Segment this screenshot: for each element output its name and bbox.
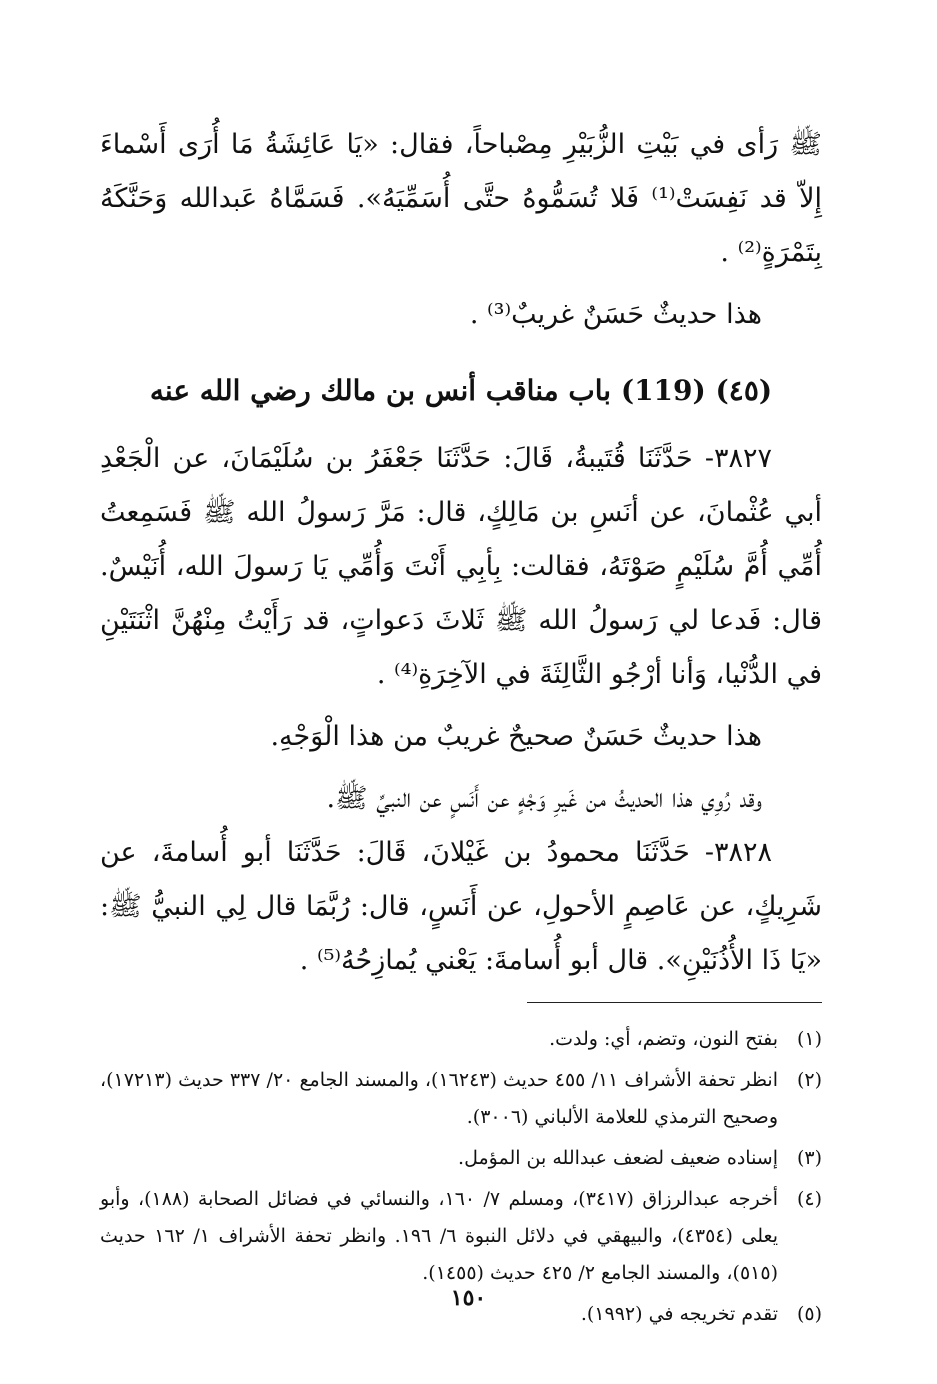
hadith-note: وقد رُوِي هذا الحديثُ من غَيرِ وَجْهٍ عن أَنَسٍ عن النبيِّ ﷺ. bbox=[326, 783, 762, 814]
footnote bbox=[100, 1181, 822, 1292]
page-body bbox=[100, 118, 822, 1337]
hadith-3828: ٣٨٢٨- حَدَّثَنَا محمودُ بن غَيْلانَ، قَالَ: حَدَّثَنَا أبو أُسامةَ، عن شَرِيكٍ، عن عَاصِمٍ الأحولِ، عن أَنَسٍ، قال: رُبَّمَا قال لِي النبيُّ ﷺ: «يَا ذَا الأُذُنَيْنِ». قال أبو أُسامةَ: يَعْني يُمازِحُهُ⁽⁵⁾ . bbox=[100, 837, 822, 976]
footnote-number: (٣) bbox=[796, 1147, 822, 1169]
hadith-grade: هذا حديثٌ حَسَنٌ صحيحٌ غريبٌ من هذا الْوَجْهِ. bbox=[270, 721, 762, 752]
footnote-text: إسناده ضعيف لضعف عبدالله بن المؤمل. bbox=[458, 1147, 778, 1169]
footnote bbox=[100, 1140, 822, 1177]
hadith-3827: ٣٨٢٧- حَدَّثَنَا قُتَيبةُ، قَالَ: حَدَّثَنَا جَعْفَرُ بن سُلَيْمَانَ، عن الْجَعْدِ أبي عُثْمانَ، عن أنَسِ بن مَالِكٍ، قال: مَرَّ رَسولُ الله ﷺ فَسَمِعتُ أُمِّي أُمَّ سُلَيْمٍ صَوْتَهُ، فقالت: بِأبِي أَنْتَ وَأُمِّي يَا رَسولَ الله، أُنَيْسٌ. قال: فَدعا لي رَسولُ الله ﷺ ثَلاثَ دَعواتٍ، قد رَأَيْتُ مِنْهُنَّ اثْنَتَيْنِ في الدُّنْيا، وَأنا أرْجُو الثَّالِثَةَ في الآخِرَةِ⁽⁴⁾ . bbox=[100, 443, 822, 690]
intro-paragraph: ﷺ رَأى في بَيْتِ الزُّبَيْرِ مِصْباحاً، فقال: «يَا عَائِشَةُ مَا أُرَى أَسْماءَ إِلاّ قد نَفِسَتْ⁽¹⁾ فَلا تُسَمُّوهُ حتَّى أُسَمِّيَهُ». فَسَمَّاهُ عَبدالله وَحَنَّكَهُ بِتَمْرَةٍ⁽²⁾ . bbox=[100, 129, 822, 268]
footnote-number: (١) bbox=[796, 1028, 822, 1050]
footnote bbox=[100, 1021, 822, 1058]
footnote-number: (٤) bbox=[796, 1188, 822, 1210]
footnote-text: تقدم تخريجه في (١٩٩٢). bbox=[580, 1303, 778, 1325]
footnote bbox=[100, 1062, 822, 1136]
footnote-number: (٥) bbox=[796, 1303, 822, 1325]
footnote-text: بفتح النون، وتضم، أي: ولدت. bbox=[549, 1028, 778, 1050]
footnote-text: أخرجه عبدالرزاق (٣٤١٧)، ومسلم ٧/ ١٦٠، والنسائي في فضائل الصحابة (١٨٨)، وأبو يعلى (٤٣٥٤)، والبيهقي في دلائل النبوة ٦/ ١٩٦. وانظر تحفة الأشراف ١/ ١٦٢ حديث (٥١٥)، والمسند الجامع ٢/ ٤٢٥ حديث (١٤٥٥). bbox=[100, 1188, 779, 1284]
page-number: ١٥٠ bbox=[450, 1285, 487, 1311]
footnote-text: انظر تحفة الأشراف ١١/ ٤٥٥ حديث (١٦٢٤٣)، والمسند الجامع ٢٠/ ٣٣٧ حديث (١٧٢١٣)، وصحيح الترمذي للعلامة الألباني (٣٠٠٦). bbox=[100, 1069, 778, 1128]
footnote-number: (٢) bbox=[796, 1069, 822, 1091]
chapter-heading: (٤٥) (119) باب مناقب أنس بن مالك رضي الله عنه bbox=[149, 374, 773, 407]
footnote-divider bbox=[527, 1002, 822, 1003]
hadith-grade: هذا حديثٌ حَسَنٌ غريبٌ⁽³⁾ . bbox=[469, 299, 762, 330]
